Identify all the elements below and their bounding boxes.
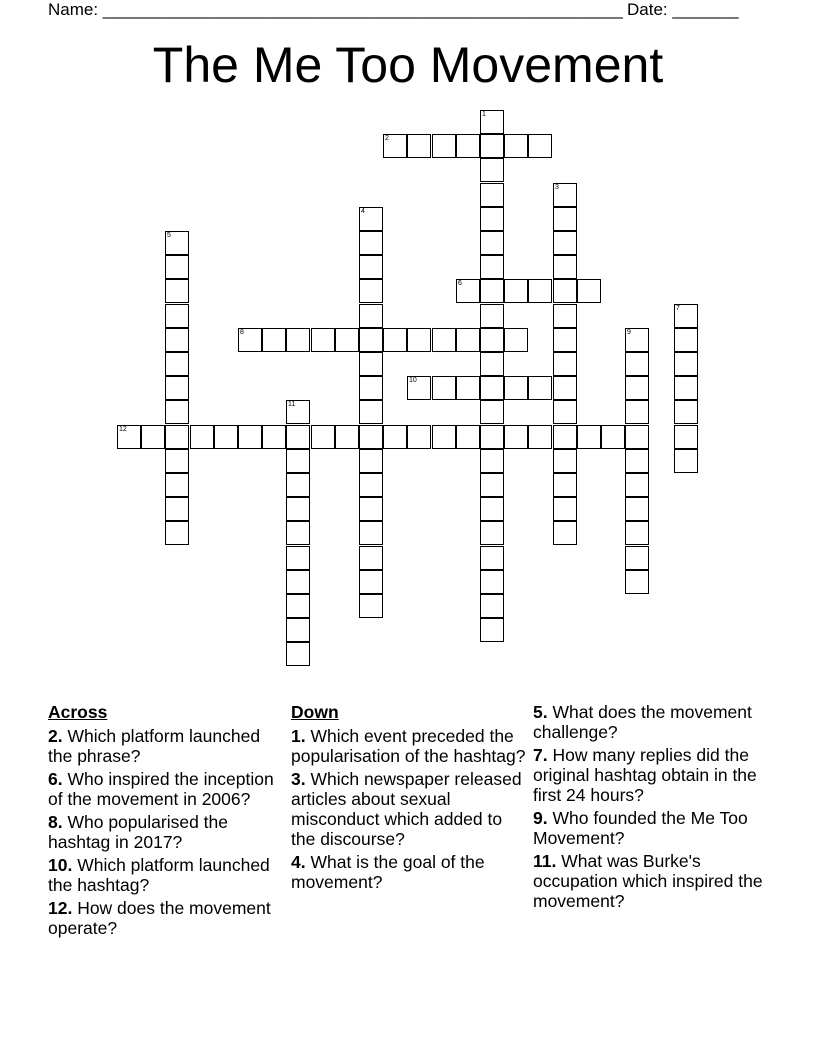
grid-cell[interactable] [432,425,456,449]
grid-cell[interactable] [432,328,456,352]
grid-cell[interactable] [165,255,189,279]
grid-cell[interactable] [286,328,310,352]
grid-cell[interactable] [407,376,431,400]
grid-cell[interactable] [674,328,698,352]
clue-number: 2 [385,135,389,142]
grid-cell[interactable] [480,546,504,570]
clue-number: 8 [240,329,244,336]
grid-cell[interactable] [553,473,577,497]
grid-cell[interactable] [577,279,601,303]
clue-item-number: 2. [48,726,63,746]
grid-cell[interactable] [335,328,359,352]
grid-cell[interactable] [674,376,698,400]
grid-cell[interactable] [577,425,601,449]
clue-number: 11 [288,401,296,408]
clue-number: 12 [119,426,127,433]
grid-cell[interactable] [625,425,649,449]
grid-cell[interactable] [553,304,577,328]
grid-cell[interactable] [480,570,504,594]
date-field[interactable]: Date: _______ [627,0,739,19]
grid-cell[interactable] [625,400,649,424]
grid-cell[interactable] [407,328,431,352]
grid-cell[interactable] [480,328,504,352]
grid-cell[interactable] [165,497,189,521]
clue-item [291,769,526,849]
grid-cell[interactable] [553,279,577,303]
grid-cell[interactable] [359,352,383,376]
grid-cell[interactable] [528,279,552,303]
clue-item [48,855,278,895]
clue-item-number: 5. [533,702,548,722]
clue-item [533,745,773,805]
grid-cell[interactable] [286,400,310,424]
grid-cell[interactable] [504,279,528,303]
grid-cell[interactable] [359,594,383,618]
grid-cell[interactable] [214,425,238,449]
grid-cell[interactable] [553,207,577,231]
name-field[interactable]: Name: _______________________________________________________ [48,0,623,19]
clue-item-number: 8. [48,812,63,832]
clue-number: 5 [167,232,171,239]
grid-cell[interactable] [141,425,165,449]
grid-cell[interactable] [625,521,649,545]
grid-cell[interactable] [165,352,189,376]
grid-cell[interactable] [625,352,649,376]
grid-cell[interactable] [383,134,407,158]
grid-cell[interactable] [456,328,480,352]
down-clue-list-continued [533,702,773,911]
grid-cell[interactable] [553,425,577,449]
grid-cell[interactable] [480,425,504,449]
clue-item [533,808,773,848]
grid-cell[interactable] [311,425,335,449]
grid-cell[interactable] [674,425,698,449]
clue-item-number: 9. [533,808,548,828]
grid-cell[interactable] [117,425,141,449]
grid-cell[interactable] [165,521,189,545]
grid-cell[interactable] [359,521,383,545]
clue-number: 9 [627,329,631,336]
grid-cell[interactable] [286,497,310,521]
grid-cell[interactable] [480,110,504,134]
grid-cell[interactable] [480,134,504,158]
grid-cell[interactable] [286,473,310,497]
grid-cell[interactable] [480,521,504,545]
grid-cell[interactable] [456,425,480,449]
grid-cell[interactable] [480,618,504,642]
grid-cell[interactable] [407,425,431,449]
grid-cell[interactable] [480,183,504,207]
grid-cell[interactable] [286,570,310,594]
grid-cell[interactable] [480,279,504,303]
across-clues [48,702,278,941]
clue-item [291,852,526,892]
clue-number: 6 [458,280,462,287]
grid-cell[interactable] [625,473,649,497]
grid-cell[interactable] [359,400,383,424]
grid-cell[interactable] [480,400,504,424]
grid-cell[interactable] [553,183,577,207]
grid-cell[interactable] [165,425,189,449]
grid-cell[interactable] [601,425,625,449]
grid-cell[interactable] [456,134,480,158]
clue-item-number: 6. [48,769,63,789]
grid-cell[interactable] [674,304,698,328]
grid-cell[interactable] [674,352,698,376]
down-clues-continued [533,702,773,914]
grid-cell[interactable] [674,449,698,473]
grid-cell[interactable] [359,328,383,352]
grid-cell[interactable] [165,473,189,497]
grid-cell[interactable] [528,134,552,158]
grid-cell[interactable] [480,497,504,521]
grid-cell[interactable] [553,255,577,279]
grid-cell[interactable] [625,570,649,594]
grid-cell[interactable] [432,376,456,400]
clue-number: 3 [555,184,559,191]
grid-cell[interactable] [407,134,431,158]
grid-cell[interactable] [359,425,383,449]
grid-cell[interactable] [625,328,649,352]
clue-item-text: Who founded the Me Too Movement? [533,808,748,848]
grid-cell[interactable] [674,400,698,424]
clue-item-number: 12. [48,898,73,918]
grid-cell[interactable] [625,546,649,570]
clue-item-text: What does the movement challenge? [533,702,752,742]
grid-cell[interactable] [359,376,383,400]
clue-item [48,812,278,852]
grid-cell[interactable] [480,594,504,618]
grid-cell[interactable] [553,497,577,521]
grid-cell[interactable] [625,449,649,473]
grid-cell[interactable] [286,425,310,449]
clue-item-text: What is the goal of the movement? [291,852,485,892]
down-heading: Down [291,702,339,722]
clue-item-text: Who popularised the hashtag in 2017? [48,812,228,852]
grid-cell[interactable] [504,328,528,352]
clue-item-number: 4. [291,852,306,872]
grid-cell[interactable] [480,231,504,255]
grid-cell[interactable] [359,473,383,497]
clue-item-number: 1. [291,726,306,746]
grid-cell[interactable] [262,425,286,449]
grid-cell[interactable] [165,231,189,255]
grid-cell[interactable] [286,449,310,473]
down-clue-list [291,726,526,892]
grid-cell[interactable] [311,328,335,352]
grid-cell[interactable] [335,425,359,449]
grid-cell[interactable] [165,400,189,424]
clue-item-text: Which event preceded the popularisation of the hashtag? [291,726,526,766]
grid-cell[interactable] [553,400,577,424]
grid-cell[interactable] [383,425,407,449]
grid-cell[interactable] [553,231,577,255]
clue-item-number: 11. [533,851,557,871]
clue-item [533,851,773,911]
grid-cell[interactable] [625,376,649,400]
grid-cell[interactable] [165,449,189,473]
clue-item-number: 7. [533,745,548,765]
grid-cell[interactable] [504,376,528,400]
clue-item-text: Who inspired the inception of the movement in 2006? [48,769,274,809]
grid-cell[interactable] [553,521,577,545]
grid-cell[interactable] [553,376,577,400]
grid-cell[interactable] [480,255,504,279]
clue-item [291,726,526,766]
grid-cell[interactable] [286,642,310,666]
grid-cell[interactable] [528,425,552,449]
grid-cell[interactable] [238,328,262,352]
grid-cell[interactable] [286,618,310,642]
grid-cell[interactable] [359,231,383,255]
grid-cell[interactable] [359,255,383,279]
grid-cell[interactable] [625,497,649,521]
grid-cell[interactable] [165,279,189,303]
grid-cell[interactable] [165,304,189,328]
clue-item [48,769,278,809]
grid-cell[interactable] [359,546,383,570]
grid-cell[interactable] [553,352,577,376]
clue-item-text: How many replies did the original hashtag obtain in the first 24 hours? [533,745,757,805]
grid-cell[interactable] [480,158,504,182]
grid-cell[interactable] [456,279,480,303]
across-heading: Across [48,702,108,722]
grid-cell[interactable] [165,328,189,352]
clue-number: 1 [482,111,486,118]
clue-number: 4 [361,208,365,215]
grid-cell[interactable] [359,570,383,594]
grid-cell[interactable] [528,376,552,400]
grid-cell[interactable] [165,376,189,400]
grid-cell[interactable] [480,207,504,231]
grid-cell[interactable] [456,376,480,400]
page-title: The Me Too Movement [152,37,664,93]
clue-item-text: Which newspaper released articles about sexual misconduct which added to the discourse? [291,769,522,849]
grid-cell[interactable] [359,207,383,231]
clue-item-number: 3. [291,769,306,789]
grid-cell[interactable] [480,376,504,400]
clue-item [48,726,278,766]
clue-item-text: How does the movement operate? [48,898,271,938]
grid-cell[interactable] [504,425,528,449]
grid-cell[interactable] [553,449,577,473]
clue-number: 7 [676,305,680,312]
grid-cell[interactable] [190,425,214,449]
grid-cell[interactable] [238,425,262,449]
grid-cell[interactable] [553,328,577,352]
grid-cell[interactable] [432,134,456,158]
grid-cell[interactable] [286,594,310,618]
grid-cell[interactable] [480,473,504,497]
grid-cell[interactable] [480,304,504,328]
clue-number: 10 [409,377,417,384]
grid-cell[interactable] [383,328,407,352]
across-clue-list [48,726,278,938]
grid-cell[interactable] [359,304,383,328]
grid-cell[interactable] [480,352,504,376]
clue-item-text: Which platform launched the phrase? [48,726,261,766]
grid-cell[interactable] [286,521,310,545]
grid-cell[interactable] [359,279,383,303]
grid-cell[interactable] [480,449,504,473]
clue-item [533,702,773,742]
grid-cell[interactable] [504,134,528,158]
grid-cell[interactable] [359,449,383,473]
grid-cell[interactable] [262,328,286,352]
grid-cell[interactable] [359,497,383,521]
down-clues [291,702,526,895]
grid-cell[interactable] [286,546,310,570]
clue-item-text: Which platform launched the hashtag? [48,855,270,895]
clue-item [48,898,278,938]
clue-item-text: What was Burke's occupation which inspired the movement? [533,851,763,911]
clue-item-number: 10. [48,855,73,875]
